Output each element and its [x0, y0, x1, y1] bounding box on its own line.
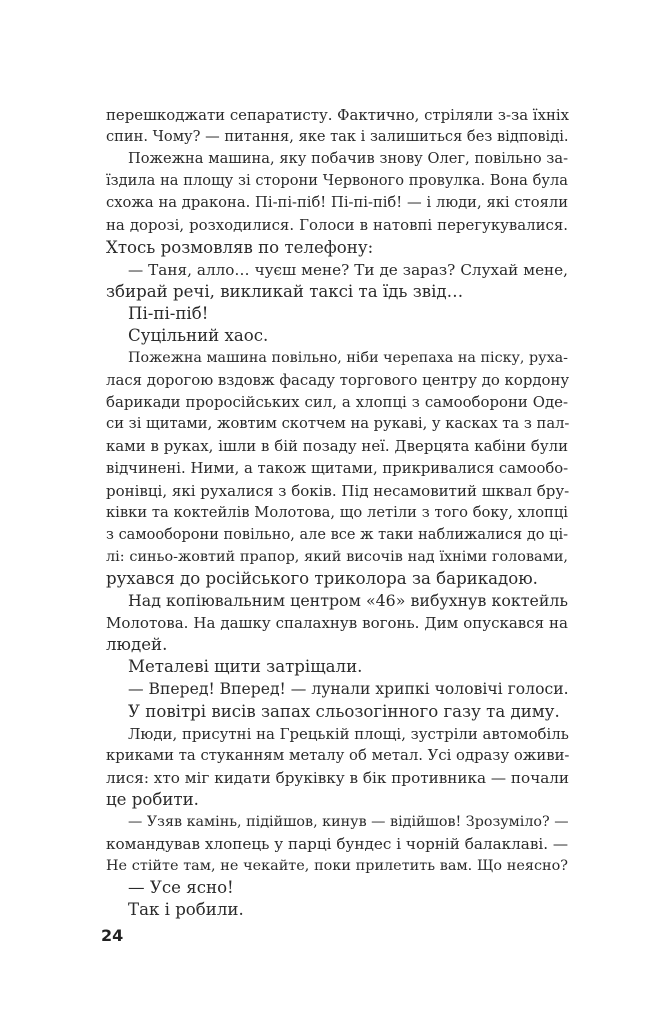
text-line: — Усе ясно! [128, 878, 234, 898]
text-line: — Таня, алло… чуєш мене? Ти де зараз? Слухай мене, [128, 260, 568, 279]
text-line: це робити. [106, 789, 199, 809]
text-line: Пожежна машина повільно, ніби черепаха на піску, руха- [128, 350, 568, 367]
text-line: Металеві щити затріщали. [128, 657, 363, 677]
text-line: схожа на дракона. Пі-пі-піб! Пі-пі-піб! — і люди, які стояли [106, 194, 568, 212]
text-line: Так і робили. [128, 900, 244, 920]
text-line: барикади проросійських сил, а хлопці з самооборони Оде- [106, 393, 568, 412]
text-line: ківки та коктейлів Молотова, що летіли з того боку, хлопці [106, 503, 568, 521]
text-line: їздила на площу зі сторони Червоного провулка. Вона була [106, 172, 568, 190]
text-line: криками та стуканням металу об метал. Усі одразу оживи- [106, 746, 570, 764]
text-line: лі: синьо-жовтий прапор, який височів над їхніми головами, [106, 548, 568, 565]
text-line: Над копіювальним центром «46» вибухнув коктейль [128, 591, 568, 611]
text-line: людей. [106, 635, 168, 655]
text-line: лася дорогою вздовж фасаду торгового центру до кордону [106, 371, 570, 390]
text-line: — Узяв камінь, підійшов, кинув — відійшов! Зрозуміло? — [128, 814, 569, 830]
text-line: відчинені. Ними, а також щитами, прикривалися самообо- [106, 459, 569, 477]
body-text [106, 104, 568, 921]
text-line: — Вперед! Вперед! — лунали хрипкі чоловічі голоси. [128, 680, 569, 699]
text-line: Хтось розмовляв по телефону: [106, 237, 374, 257]
text-line: ронівці, які рухалися з боків. Під несамовитий шквал бру- [106, 481, 570, 500]
text-line: на дорозі, розходилися. Голоси в натовпі перегукувалися. [106, 216, 568, 235]
text-line: Люди, присутні на Грецькій площі, зустріли автомобіль [128, 724, 569, 743]
text-line: Пі-пі-піб! [128, 303, 209, 323]
text-line: перешкоджати сепаратисту. Фактично, стріляли з-за їхніх [106, 106, 570, 124]
text-line: У повітрі висів запах сльозогінного газу та диму. [128, 701, 560, 721]
text-line: Суцільний хаос. [128, 325, 269, 345]
text-line: Молотова. На дашку спалахнув вогонь. Дим опускався на [106, 614, 568, 633]
text-line: Не стійте там, не чекайте, поки прилетить вам. Що неясно? [106, 858, 568, 875]
text-line: си зі щитами, жовтим скотчем на рукаві, у касках та з пал- [106, 415, 570, 433]
text-line: командував хлопець у парці бундес і чорній балаклаві. — [106, 835, 569, 854]
text-line: збирай речі, викликай таксі та їдь звід… [106, 281, 464, 301]
text-line: з самооборони повільно, але все ж таки наближалися до ці- [106, 526, 568, 543]
text-line: спин. Чому? — питання, яке так і залишиться без відповіді. [106, 128, 569, 146]
page-number: 24 [101, 926, 124, 945]
text-line: ками в руках, ішли в бій позаду неї. Дверцята кабіни були [106, 437, 568, 456]
text-line: Пожежна машина, яку побачив знову Олег, повільно за- [128, 150, 568, 168]
text-line: рухався до російського триколора за барикадою. [106, 568, 538, 588]
text-line: лися: хто міг кидати бруківку в бік противника — почали [106, 768, 570, 787]
